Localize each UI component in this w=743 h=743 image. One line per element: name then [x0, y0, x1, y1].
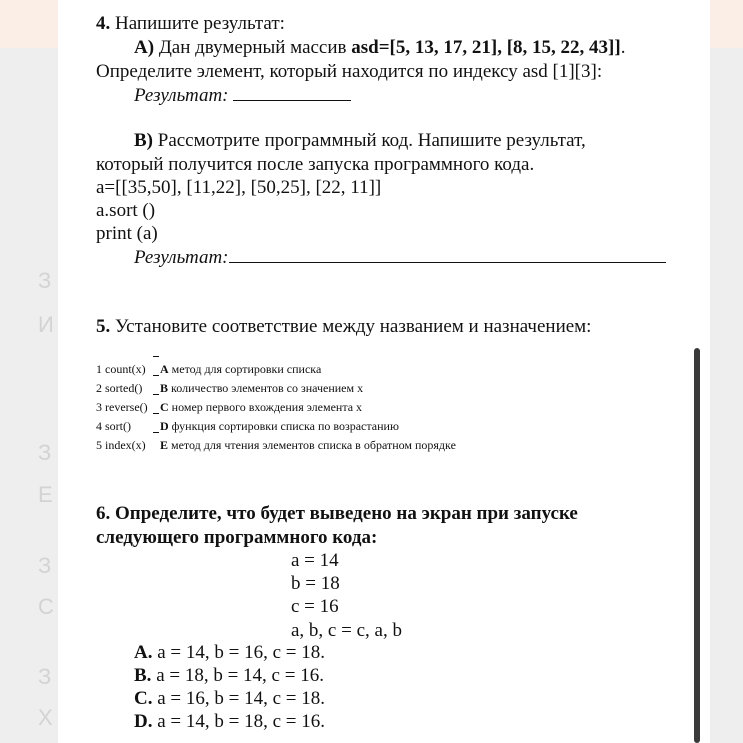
q6-heading-line1: 6. Определите, что будет выведено на экран при запуске	[96, 503, 578, 524]
match-blank-mark	[153, 356, 159, 357]
q4b-line2: который получится после запуска программного кода.	[96, 154, 535, 175]
q6-code-line: c = 16	[291, 596, 339, 617]
q6-code-line: a = 14	[291, 550, 339, 571]
match-letter: A	[160, 362, 169, 376]
answer-blank	[229, 247, 666, 263]
q4a-line2: Определите элемент, который находится по индексу asd [1][3]:	[96, 61, 603, 82]
q6-option	[134, 688, 325, 710]
q4a-line1	[134, 37, 625, 59]
q4a-label: A)	[134, 37, 155, 58]
q6-code-line: a, b, c = c, a, b	[291, 620, 402, 641]
match-description: функция сортировки списка по возрастанию	[171, 419, 399, 433]
ghost-glyph: З	[38, 664, 52, 689]
option-text: a = 18, b = 14, c = 16.	[156, 665, 324, 686]
match-letter: D	[160, 419, 169, 433]
match-right-item	[160, 381, 363, 395]
match-blank-mark	[153, 432, 159, 433]
ghost-glyph: И	[38, 312, 54, 337]
q6-heading-line2: следующего программного кода:	[96, 527, 378, 548]
q5-title: Установите соответствие между названием и назначением:	[115, 316, 592, 337]
match-letter: C	[160, 400, 169, 414]
match-right-item	[160, 438, 456, 452]
match-letter: B	[160, 381, 169, 395]
ghost-glyph: З	[38, 268, 52, 293]
scrollbar-thumb[interactable]	[694, 348, 700, 743]
match-right-item	[160, 400, 362, 414]
ghost-glyph: С	[38, 594, 54, 619]
match-left-item: 4 sort()	[96, 419, 131, 433]
match-left-item: 5 index(x)	[96, 438, 146, 452]
q4a-result-label: Результат:	[134, 85, 229, 106]
ghost-glyph: Х	[38, 705, 53, 730]
answer-blank	[233, 85, 351, 101]
match-right-item	[160, 419, 399, 433]
match-description: количество элементов со значением x	[171, 381, 364, 395]
match-description: метод для чтения элементов списка в обратном порядке	[171, 438, 456, 452]
q5-heading	[96, 316, 591, 338]
background-strip-right	[708, 0, 743, 48]
q6-option	[134, 642, 325, 664]
option-label: C.	[134, 688, 153, 709]
q6-option	[134, 711, 325, 733]
q5-number: 5.	[96, 316, 111, 337]
match-blank-mark	[153, 394, 159, 395]
ghost-glyph: З	[38, 553, 52, 578]
q4b-code-line: a.sort ()	[96, 200, 156, 221]
q6-code-line: b = 18	[291, 573, 340, 594]
match-blank-mark	[153, 375, 159, 376]
option-text: a = 16, b = 14, c = 18.	[157, 688, 325, 709]
q4b-code-line: a=[[35,50], [11,22], [50,25], [22, 11]]	[96, 177, 382, 198]
q4b-label: B)	[134, 130, 153, 151]
match-blank-mark	[153, 413, 159, 414]
match-left-item: 3 reverse()	[96, 400, 148, 414]
q4b-line1	[134, 130, 586, 152]
option-text: a = 14, b = 16, c = 18.	[157, 642, 325, 663]
match-letter: E	[160, 438, 169, 452]
option-label: D.	[134, 711, 153, 732]
background-strip-left	[0, 0, 60, 48]
match-right-item	[160, 362, 321, 376]
ghost-glyph: З	[38, 440, 52, 465]
match-description: номер первого вхождения элемента x	[171, 400, 363, 414]
q4a-text1: Дан двумерный массив	[158, 37, 352, 58]
match-left-item: 1 count(x)	[96, 362, 146, 376]
q4-number: 4.	[96, 13, 111, 34]
q4-heading	[96, 13, 285, 35]
ghost-glyph: Е	[38, 482, 53, 507]
q4a-result	[134, 85, 351, 107]
q4b-result	[134, 247, 666, 269]
q4b-result-label: Результат:	[134, 247, 229, 268]
match-description: метод для сортировки списка	[171, 362, 322, 376]
q4b-code-line: print (a)	[96, 223, 158, 244]
q4a-array: asd=[5, 13, 17, 21], [8, 15, 22, 43]]	[351, 37, 621, 58]
q4b-text1: Рассмотрите программный код. Напишите результат,	[157, 130, 586, 151]
q6-option	[134, 665, 324, 687]
option-label: A.	[134, 642, 153, 663]
option-text: a = 14, b = 18, c = 16.	[157, 711, 325, 732]
q4a-dot: .	[620, 37, 626, 58]
option-label: B.	[134, 665, 152, 686]
q4-title: Напишите результат:	[115, 13, 285, 34]
match-left-item: 2 sorted()	[96, 381, 143, 395]
